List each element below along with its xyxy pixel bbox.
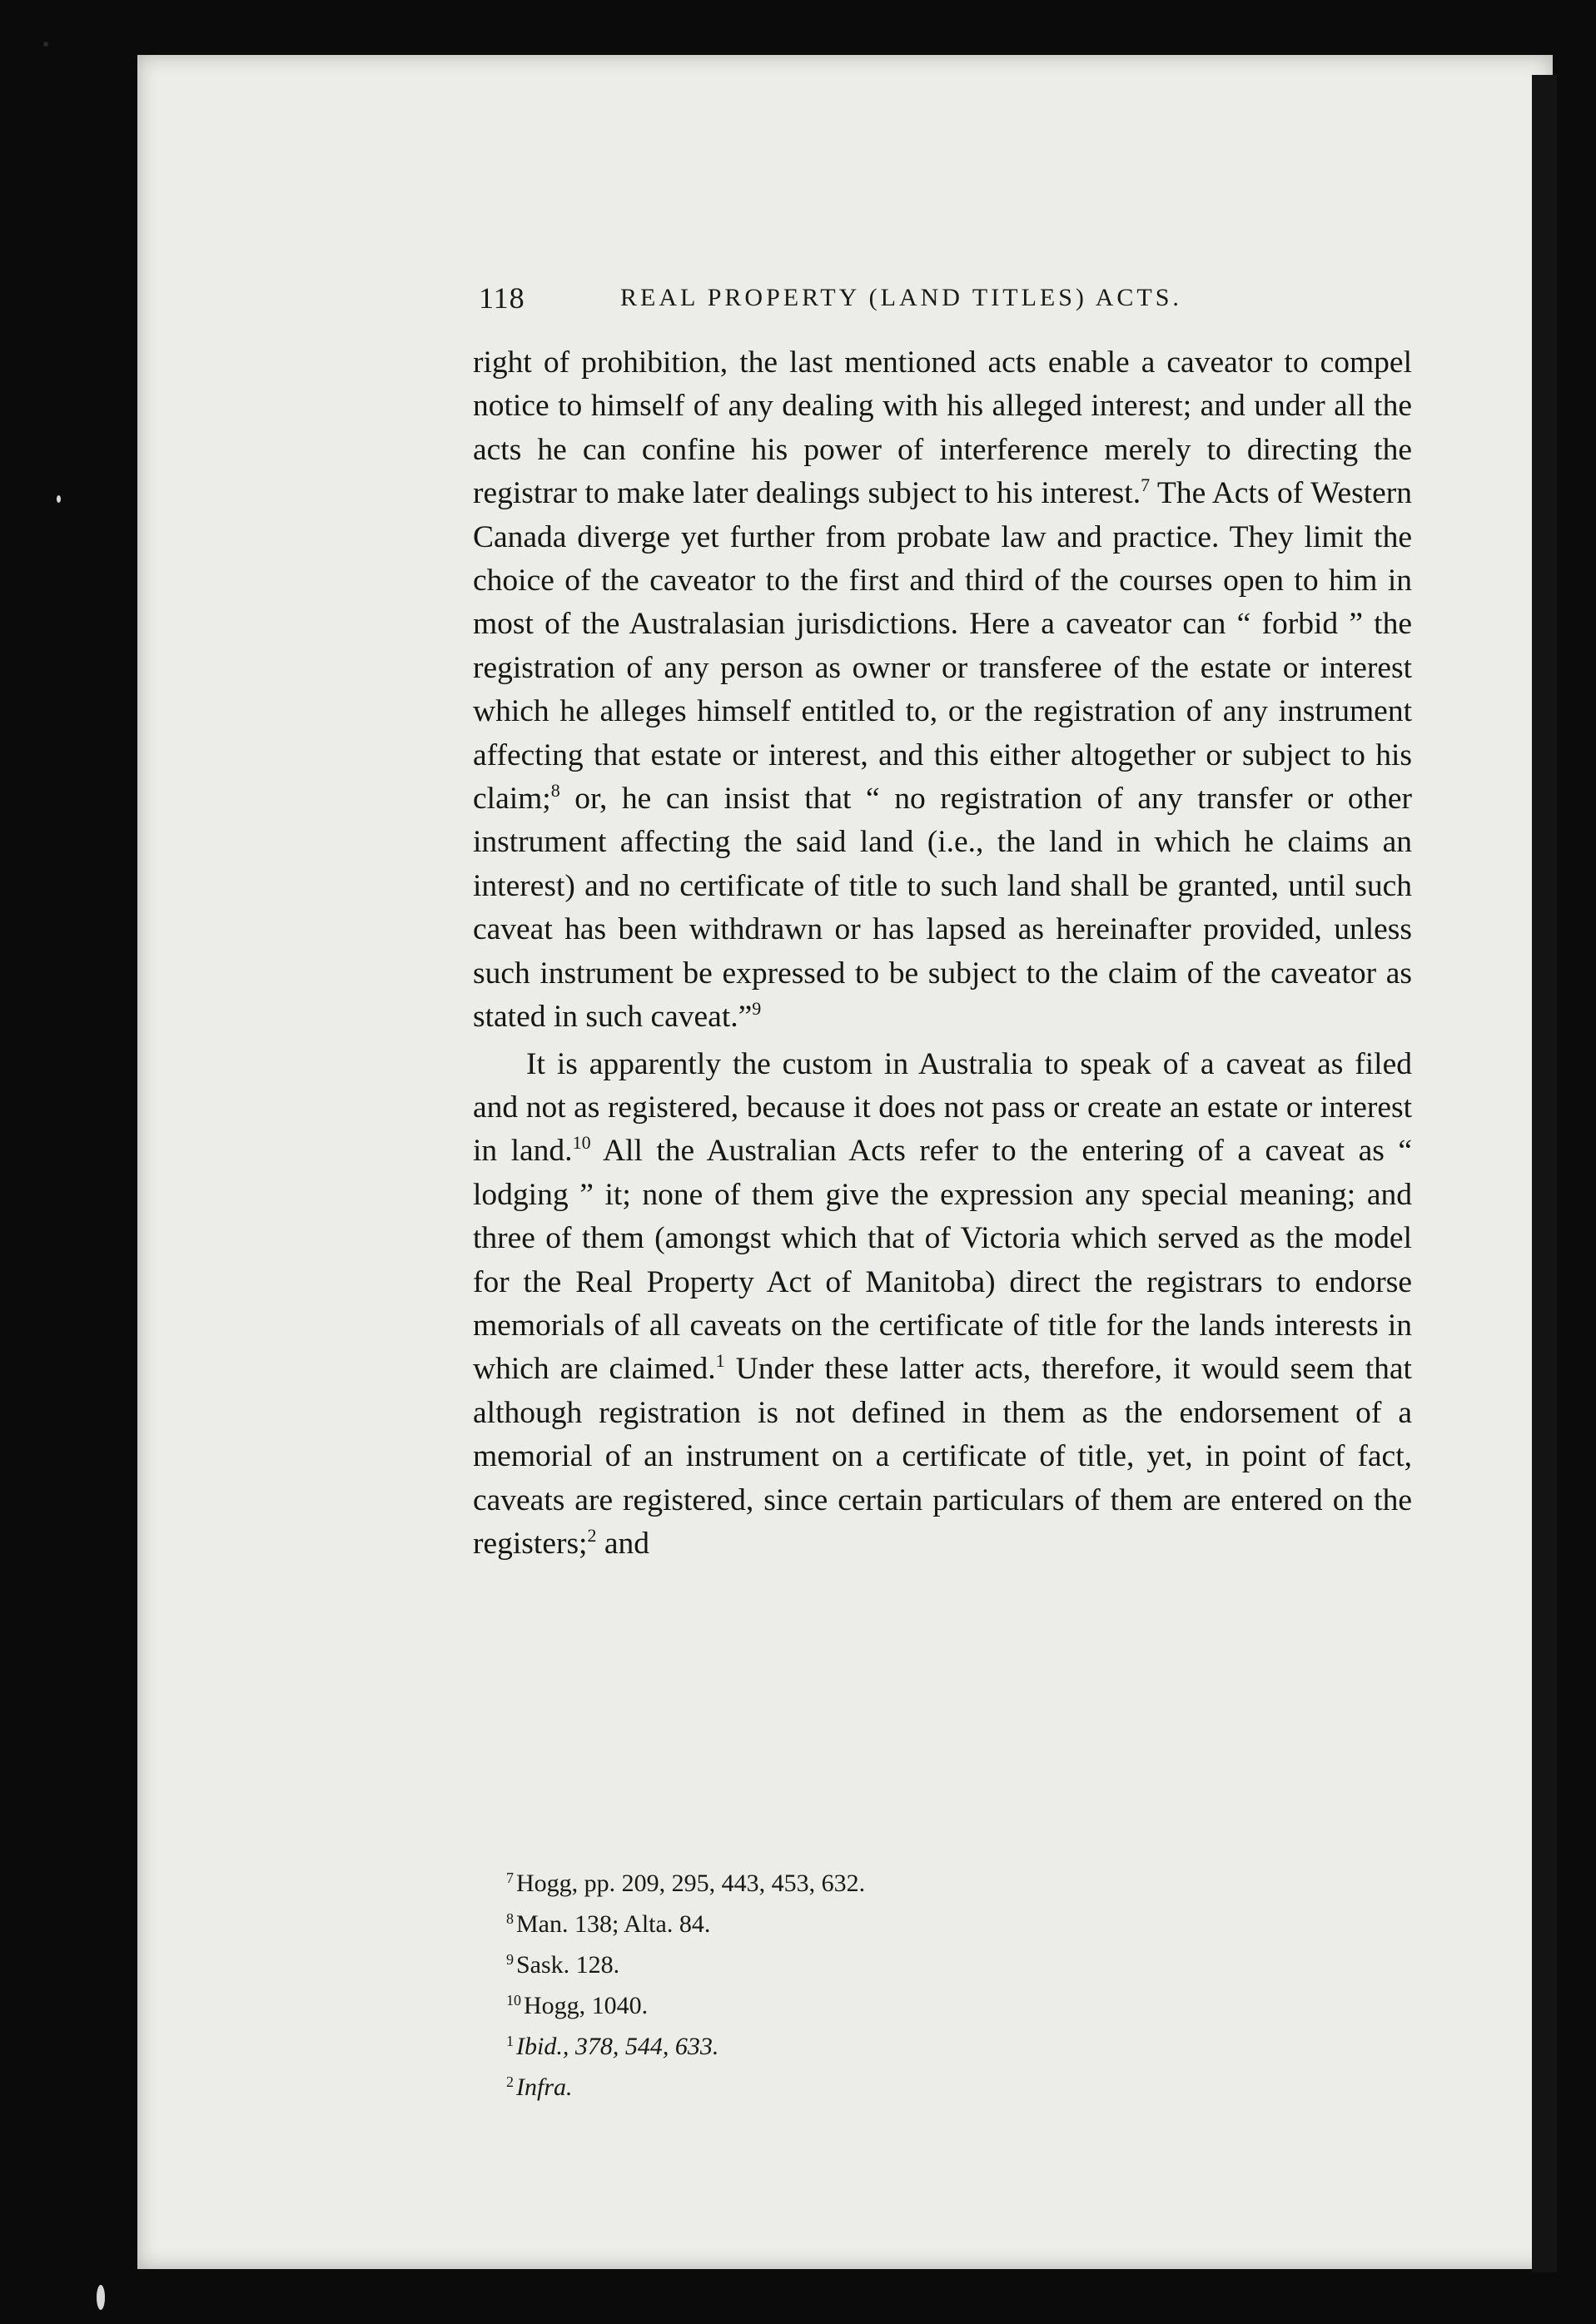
footnote	[506, 2026, 1089, 2067]
text-run: and	[596, 1526, 649, 1561]
footnote-ref: 8	[550, 780, 560, 802]
footnote	[506, 1944, 1089, 1985]
footnotes	[506, 1863, 1089, 2108]
footnote	[506, 1904, 1089, 1944]
footnote-text: Infra.	[516, 2073, 573, 2101]
text-run: The Acts of Western Canada diverge yet further from probate law and practice. They limit the choice of the caveator to the first and third of the courses open to him in most of the Australasian jurisdictions. Here a caveator can “ forbid ” the registration of any person as owner or transferee of the estate or interest which he alleges himself entitled to, or the registration of any instrument affecting that estate or interest, and this either altogether or subject to his claim;	[473, 476, 1412, 817]
paragraph	[473, 341, 1412, 1040]
page-number: 118	[479, 281, 525, 315]
text-run: Under these latter acts, therefore, it would seem that although registration is not defined in them as the endorsement of a memorial of an instrument on a certificate of title, yet, in point of fact, caveats are registered, since certain particulars of them are entered on the registers;	[473, 1352, 1412, 1561]
footnote-mark: 9	[506, 1951, 514, 1968]
text-run: or, he can insist that “ no registration of any transfer or other instrument affecting the said land (i.e., the land in which he claims an interest) and no certificate of title to such land shall be granted, until such caveat has been withdrawn or has lapsed as hereinafter provided, unless such instrument be expressed to be subject to the claim of the caveator as stated in such caveat.”	[473, 782, 1412, 1035]
text-run: right of prohibition, the last mentioned acts enable a caveator to compel notice to himself of any dealing with his alleged interest; and under all the acts he can confine his power of interference merely to directing the registrar to make later dealings subject to his interest.	[473, 345, 1412, 511]
page-edge-shadow	[1532, 75, 1557, 2272]
paragraph	[473, 1043, 1412, 1567]
footnote-mark: 1	[506, 2033, 514, 2049]
footnote-text: Hogg, 1040.	[524, 1992, 649, 2019]
footnote-mark: 7	[506, 1870, 514, 1886]
text-run: It is apparently the custom in Australia to speak of a caveat as filed and not as registered, because it does not pass or create an estate or interest in land.	[473, 1046, 1412, 1169]
page-header	[479, 281, 1411, 314]
footnote-text: Sask. 128.	[516, 1951, 620, 1979]
footnote-text: Hogg, pp. 209, 295, 443, 453, 632.	[516, 1870, 866, 1897]
scan-speck	[97, 2285, 105, 2310]
footnote	[506, 2067, 1089, 2108]
footnote-mark: 10	[506, 1992, 521, 2009]
scan-speck	[43, 42, 48, 47]
body-text	[473, 341, 1412, 1566]
footnote-ref: 9	[752, 998, 762, 1020]
footnote-mark: 2	[506, 2073, 514, 2090]
footnote-ref: 1	[715, 1350, 725, 1372]
footnote	[506, 1985, 1089, 2026]
footnote	[506, 1863, 1089, 1904]
footnote-ref: 7	[1141, 474, 1151, 496]
scan-speck	[57, 495, 61, 503]
footnote-ref: 10	[572, 1132, 591, 1154]
running-head: REAL PROPERTY (LAND TITLES) ACTS.	[620, 284, 1182, 311]
text-run: All the Australian Acts refer to the entering of a caveat as “ lodging ” it; none of them give the expression any special meaning; and three of them (amongst which that of Victoria which served as the model for the Real Property Act of Manitoba) direct the registrars to endorse memorials of all caveats on the certificate of title for the lands interests in which are claimed.	[473, 1134, 1413, 1387]
footnote-ref: 2	[587, 1524, 597, 1546]
footnote-text: Man. 138; Alta. 84.	[516, 1910, 711, 1938]
footnote-text: Ibid., 378, 544, 633.	[516, 2033, 719, 2060]
footnote-mark: 8	[506, 1910, 514, 1927]
